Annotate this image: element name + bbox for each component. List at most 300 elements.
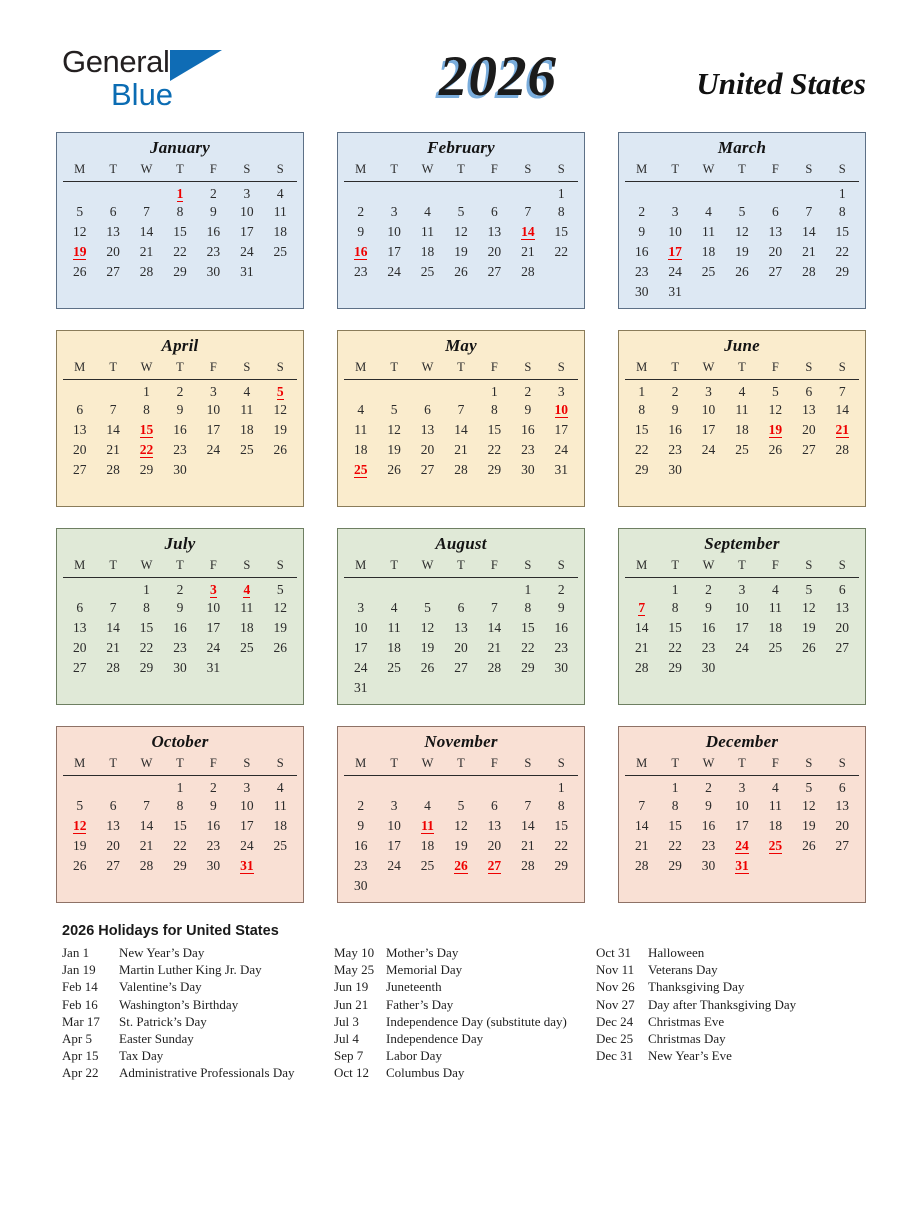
day-cell[interactable]: 7 [838,384,846,399]
day-cell[interactable]: 25 [240,640,254,655]
day-cell[interactable]: 8 [176,798,184,813]
day-cell[interactable]: 23 [206,838,221,853]
day-cell[interactable]: 25 [735,442,749,457]
day-cell[interactable]: 24 [240,838,254,853]
day-cell[interactable]: 2 [705,780,712,795]
day-cell[interactable]: 1 [671,780,679,795]
day-cell[interactable]: 31 [353,680,368,695]
day-cell[interactable]: 9 [176,402,184,417]
day-cell[interactable]: 5 [76,798,84,813]
day-cell[interactable]: 11 [702,224,716,239]
day-cell[interactable]: 26 [273,640,288,655]
day-cell[interactable]: 7 [638,798,646,813]
day-cell[interactable]: 6 [424,402,431,417]
day-cell[interactable]: 12 [454,818,468,833]
day-cell[interactable]: 5 [457,204,465,219]
day-cell[interactable]: 28 [139,264,154,279]
day-cell[interactable]: 30 [353,878,368,893]
day-cell[interactable]: 7 [491,600,498,615]
day-cell[interactable]: 9 [557,600,565,615]
day-cell[interactable]: 4 [772,582,779,597]
day-cell[interactable]: 22 [521,640,535,655]
day-cell[interactable]: 6 [457,600,465,615]
day-cell[interactable]: 18 [420,244,435,259]
day-cell[interactable]: 4 [276,186,284,201]
day-cell[interactable]: 23 [701,838,716,853]
day-cell[interactable]: 25 [768,640,783,655]
day-cell[interactable]: 12 [273,600,288,615]
day-cell[interactable]: 23 [173,640,187,655]
day-cell[interactable]: 2 [557,582,565,597]
day-cell[interactable]: 3 [243,186,251,201]
day-cell[interactable]: 10 [735,798,749,813]
day-cell[interactable]: 27 [106,858,120,873]
day-cell[interactable]: 28 [802,264,816,279]
day-cell[interactable]: 22 [487,442,502,457]
day-cell[interactable]: 19 [72,838,87,853]
day-cell[interactable]: 4 [276,780,284,795]
day-cell[interactable]: 3 [557,384,565,399]
day-cell[interactable]: 16 [701,818,716,833]
day-cell[interactable]: 27 [835,838,850,853]
day-cell[interactable]: 26 [420,660,435,675]
day-cell-holiday[interactable] [63,816,96,836]
day-cell[interactable]: 25 [240,442,254,457]
day-cell[interactable]: 22 [835,244,850,259]
day-cell[interactable]: 13 [487,818,502,833]
day-cell[interactable]: 3 [705,384,712,399]
day-cell[interactable]: 6 [491,204,498,219]
day-cell[interactable]: 24 [206,442,221,457]
day-cell[interactable]: 30 [701,660,716,675]
day-cell[interactable]: 20 [802,422,816,437]
day-cell[interactable]: 8 [176,204,184,219]
day-cell-holiday[interactable] [444,856,477,876]
day-cell[interactable]: 5 [772,384,779,399]
day-cell[interactable]: 21 [139,838,154,853]
day-cell[interactable]: 22 [173,244,187,259]
day-cell[interactable]: 14 [634,620,649,635]
day-cell[interactable]: 21 [106,640,120,655]
day-cell[interactable]: 29 [634,462,649,477]
day-cell[interactable]: 28 [106,660,120,675]
day-cell[interactable]: 7 [109,402,117,417]
day-cell[interactable]: 29 [668,858,682,873]
day-cell[interactable]: 15 [487,422,502,437]
day-cell[interactable]: 21 [521,244,535,259]
day-cell[interactable]: 2 [524,384,532,399]
day-cell[interactable]: 3 [671,204,679,219]
day-cell[interactable]: 9 [638,224,646,239]
day-cell[interactable]: 3 [243,780,251,795]
day-cell[interactable]: 13 [72,422,87,437]
day-cell[interactable]: 12 [802,600,816,615]
day-cell[interactable]: 28 [521,264,535,279]
day-cell[interactable]: 13 [835,600,850,615]
day-cell[interactable]: 16 [521,422,535,437]
day-cell[interactable]: 18 [768,620,783,635]
day-cell[interactable]: 5 [738,204,746,219]
day-cell[interactable]: 6 [772,204,779,219]
day-cell-holiday[interactable] [826,420,859,440]
day-cell[interactable]: 27 [454,660,468,675]
day-cell[interactable]: 16 [353,838,368,853]
day-cell[interactable]: 2 [357,798,365,813]
day-cell[interactable]: 4 [424,798,431,813]
day-cell[interactable]: 13 [768,224,783,239]
day-cell-holiday[interactable] [658,242,691,262]
day-cell[interactable]: 16 [206,818,221,833]
day-cell[interactable]: 30 [206,264,221,279]
day-cell[interactable]: 28 [454,462,468,477]
day-cell[interactable]: 20 [487,838,502,853]
day-cell[interactable]: 17 [353,640,368,655]
day-cell[interactable]: 26 [802,640,816,655]
day-cell[interactable]: 18 [240,620,254,635]
day-cell[interactable]: 17 [240,818,254,833]
day-cell[interactable]: 19 [420,640,435,655]
day-cell[interactable]: 17 [701,422,716,437]
day-cell[interactable]: 28 [139,858,154,873]
day-cell[interactable]: 5 [76,204,84,219]
day-cell[interactable]: 30 [554,660,569,675]
day-cell[interactable]: 1 [143,582,150,597]
day-cell[interactable]: 4 [390,600,398,615]
day-cell[interactable]: 5 [276,582,284,597]
day-cell[interactable]: 1 [638,384,646,399]
day-cell[interactable]: 14 [454,422,468,437]
day-cell[interactable]: 13 [106,818,120,833]
day-cell[interactable]: 1 [838,186,846,201]
day-cell[interactable]: 6 [109,204,117,219]
day-cell[interactable]: 5 [805,780,813,795]
day-cell[interactable]: 24 [240,244,254,259]
day-cell[interactable]: 10 [353,620,368,635]
day-cell[interactable]: 31 [206,660,221,675]
day-cell[interactable]: 1 [557,186,565,201]
day-cell[interactable]: 24 [554,442,569,457]
day-cell[interactable]: 21 [802,244,816,259]
day-cell[interactable]: 27 [72,462,87,477]
day-cell[interactable]: 5 [390,402,398,417]
day-cell-holiday[interactable] [625,598,658,618]
day-cell[interactable]: 15 [173,818,187,833]
day-cell[interactable]: 23 [701,640,716,655]
day-cell[interactable]: 29 [487,462,502,477]
day-cell[interactable]: 6 [838,780,846,795]
day-cell[interactable]: 7 [805,204,813,219]
day-cell[interactable]: 17 [387,838,401,853]
day-cell[interactable]: 11 [768,798,782,813]
day-cell[interactable]: 29 [521,660,535,675]
day-cell[interactable]: 26 [454,264,468,279]
day-cell[interactable]: 30 [668,462,682,477]
day-cell[interactable]: 23 [554,640,569,655]
day-cell[interactable]: 11 [240,402,254,417]
day-cell[interactable]: 27 [802,442,816,457]
day-cell[interactable]: 16 [173,620,187,635]
day-cell[interactable]: 19 [454,838,468,853]
day-cell[interactable]: 3 [738,780,746,795]
day-cell[interactable]: 26 [72,264,87,279]
day-cell[interactable]: 3 [738,582,746,597]
day-cell[interactable]: 18 [273,818,288,833]
day-cell[interactable]: 3 [390,204,398,219]
day-cell[interactable]: 21 [139,244,154,259]
day-cell[interactable]: 28 [487,660,502,675]
day-cell[interactable]: 2 [671,384,679,399]
day-cell[interactable]: 28 [634,858,649,873]
day-cell[interactable]: 15 [139,620,154,635]
day-cell[interactable]: 6 [491,798,498,813]
day-cell[interactable]: 14 [634,818,649,833]
day-cell[interactable]: 14 [139,818,154,833]
day-cell[interactable]: 19 [735,244,749,259]
day-cell[interactable]: 9 [210,798,217,813]
day-cell[interactable]: 26 [387,462,401,477]
day-cell[interactable]: 20 [106,838,120,853]
day-cell[interactable]: 18 [768,818,783,833]
day-cell[interactable]: 28 [521,858,535,873]
day-cell[interactable]: 1 [143,384,150,399]
day-cell[interactable]: 4 [705,204,712,219]
day-cell[interactable]: 18 [420,838,435,853]
day-cell[interactable]: 17 [735,620,749,635]
day-cell[interactable]: 27 [72,660,87,675]
day-cell[interactable]: 23 [521,442,535,457]
day-cell[interactable]: 7 [524,798,532,813]
day-cell[interactable]: 22 [554,244,569,259]
day-cell[interactable]: 7 [143,204,150,219]
day-cell[interactable]: 30 [173,462,187,477]
day-cell[interactable]: 8 [143,600,150,615]
day-cell[interactable]: 9 [210,204,217,219]
day-cell[interactable]: 13 [420,422,435,437]
day-cell[interactable]: 21 [106,442,120,457]
day-cell[interactable]: 2 [357,204,365,219]
day-cell[interactable]: 18 [735,422,749,437]
day-cell-holiday[interactable] [511,222,544,242]
day-cell[interactable]: 4 [424,204,431,219]
day-cell[interactable]: 23 [668,442,682,457]
day-cell-holiday[interactable] [197,578,230,599]
day-cell-holiday[interactable] [130,420,163,440]
day-cell[interactable]: 25 [273,244,288,259]
day-cell[interactable]: 24 [387,264,401,279]
day-cell[interactable]: 15 [668,620,682,635]
day-cell[interactable]: 14 [139,224,154,239]
day-cell[interactable]: 21 [521,838,535,853]
day-cell[interactable]: 2 [176,384,184,399]
day-cell[interactable]: 18 [240,422,254,437]
day-cell[interactable]: 15 [634,422,649,437]
day-cell[interactable]: 21 [634,838,649,853]
day-cell[interactable]: 4 [772,780,779,795]
day-cell[interactable]: 10 [735,600,749,615]
day-cell[interactable]: 22 [554,838,569,853]
day-cell[interactable]: 1 [524,582,532,597]
day-cell[interactable]: 31 [668,284,682,299]
day-cell[interactable]: 21 [454,442,468,457]
day-cell[interactable]: 24 [206,640,221,655]
day-cell[interactable]: 13 [454,620,468,635]
day-cell[interactable]: 17 [206,620,221,635]
day-cell[interactable]: 17 [554,422,569,437]
day-cell[interactable]: 17 [206,422,221,437]
day-cell[interactable]: 2 [210,186,217,201]
day-cell[interactable]: 11 [387,620,401,635]
day-cell[interactable]: 15 [668,818,682,833]
day-cell[interactable]: 9 [524,402,532,417]
day-cell[interactable]: 28 [106,462,120,477]
day-cell[interactable]: 8 [143,402,150,417]
day-cell[interactable]: 15 [521,620,535,635]
day-cell[interactable]: 25 [387,660,401,675]
day-cell[interactable]: 19 [273,620,288,635]
day-cell[interactable]: 20 [835,818,850,833]
day-cell[interactable]: 3 [210,384,217,399]
day-cell[interactable]: 4 [738,384,746,399]
day-cell[interactable]: 1 [176,780,184,795]
day-cell[interactable]: 27 [106,264,120,279]
day-cell-holiday[interactable] [759,836,792,856]
day-cell[interactable]: 25 [273,838,288,853]
day-cell[interactable]: 29 [173,858,187,873]
day-cell[interactable]: 9 [176,600,184,615]
day-cell[interactable]: 27 [420,462,435,477]
day-cell[interactable]: 6 [109,798,117,813]
day-cell-holiday[interactable] [230,578,263,599]
day-cell[interactable]: 8 [524,600,532,615]
day-cell[interactable]: 30 [701,858,716,873]
day-cell[interactable]: 12 [768,402,783,417]
day-cell[interactable]: 14 [487,620,502,635]
day-cell[interactable]: 29 [139,660,154,675]
day-cell[interactable]: 17 [240,224,254,239]
day-cell[interactable]: 12 [735,224,749,239]
day-cell[interactable]: 20 [72,442,87,457]
day-cell[interactable]: 10 [701,402,716,417]
day-cell[interactable]: 5 [424,600,431,615]
day-cell[interactable]: 11 [768,600,782,615]
day-cell[interactable]: 3 [357,600,365,615]
day-cell[interactable]: 25 [420,264,435,279]
day-cell[interactable]: 30 [521,462,535,477]
day-cell[interactable]: 5 [805,582,813,597]
day-cell[interactable]: 28 [634,660,649,675]
day-cell[interactable]: 9 [671,402,679,417]
day-cell[interactable]: 16 [634,244,649,259]
day-cell[interactable]: 8 [557,204,565,219]
day-cell[interactable]: 11 [354,422,368,437]
day-cell[interactable]: 12 [273,402,288,417]
day-cell[interactable]: 18 [387,640,401,655]
day-cell[interactable]: 26 [72,858,87,873]
day-cell[interactable]: 2 [176,582,184,597]
day-cell[interactable]: 24 [735,640,749,655]
day-cell[interactable]: 19 [802,620,816,635]
day-cell[interactable]: 28 [835,442,850,457]
day-cell[interactable]: 9 [357,224,365,239]
day-cell[interactable]: 15 [554,818,569,833]
day-cell[interactable]: 2 [210,780,217,795]
day-cell[interactable]: 21 [487,640,502,655]
day-cell[interactable]: 13 [72,620,87,635]
day-cell[interactable]: 4 [243,384,251,399]
day-cell[interactable]: 20 [72,640,87,655]
day-cell-holiday[interactable] [344,242,377,262]
day-cell-holiday[interactable] [545,400,578,420]
day-cell[interactable]: 3 [390,798,398,813]
day-cell[interactable]: 19 [802,818,816,833]
day-cell[interactable]: 12 [72,224,87,239]
day-cell[interactable]: 14 [521,818,535,833]
day-cell[interactable]: 9 [705,798,712,813]
day-cell[interactable]: 12 [454,224,468,239]
day-cell[interactable]: 25 [701,264,716,279]
day-cell[interactable]: 31 [240,264,254,279]
day-cell[interactable]: 12 [420,620,435,635]
day-cell[interactable]: 7 [524,204,532,219]
day-cell[interactable]: 25 [420,858,435,873]
day-cell[interactable]: 11 [421,224,435,239]
day-cell[interactable]: 13 [835,798,850,813]
day-cell[interactable]: 9 [357,818,365,833]
day-cell[interactable]: 17 [387,244,401,259]
day-cell[interactable]: 24 [701,442,716,457]
day-cell[interactable]: 11 [240,600,254,615]
day-cell[interactable]: 18 [701,244,716,259]
day-cell[interactable]: 19 [454,244,468,259]
day-cell[interactable]: 20 [768,244,783,259]
day-cell[interactable]: 8 [671,798,679,813]
day-cell-holiday[interactable] [344,460,377,480]
day-cell[interactable]: 20 [835,620,850,635]
day-cell[interactable]: 20 [420,442,435,457]
day-cell[interactable]: 9 [705,600,712,615]
day-cell[interactable]: 8 [671,600,679,615]
day-cell[interactable]: 10 [240,204,254,219]
day-cell[interactable]: 4 [357,402,365,417]
day-cell[interactable]: 29 [173,264,187,279]
day-cell[interactable]: 29 [139,462,154,477]
day-cell[interactable]: 31 [554,462,569,477]
day-cell[interactable]: 15 [835,224,850,239]
day-cell[interactable]: 8 [638,402,646,417]
day-cell[interactable]: 29 [554,858,569,873]
day-cell[interactable]: 21 [634,640,649,655]
day-cell[interactable]: 16 [206,224,221,239]
day-cell[interactable]: 26 [768,442,783,457]
day-cell[interactable]: 8 [838,204,846,219]
day-cell[interactable]: 29 [668,660,682,675]
day-cell[interactable]: 7 [109,600,117,615]
day-cell[interactable]: 10 [387,224,401,239]
day-cell-holiday[interactable] [130,440,163,460]
day-cell[interactable]: 26 [273,442,288,457]
day-cell[interactable]: 13 [802,402,816,417]
day-cell[interactable]: 10 [240,798,254,813]
day-cell[interactable]: 23 [353,858,368,873]
day-cell[interactable]: 12 [387,422,401,437]
day-cell[interactable]: 19 [273,422,288,437]
day-cell[interactable]: 23 [353,264,368,279]
day-cell[interactable]: 27 [835,640,850,655]
day-cell[interactable]: 14 [802,224,816,239]
day-cell[interactable]: 20 [487,244,502,259]
day-cell[interactable]: 22 [668,838,682,853]
day-cell[interactable]: 14 [106,422,120,437]
